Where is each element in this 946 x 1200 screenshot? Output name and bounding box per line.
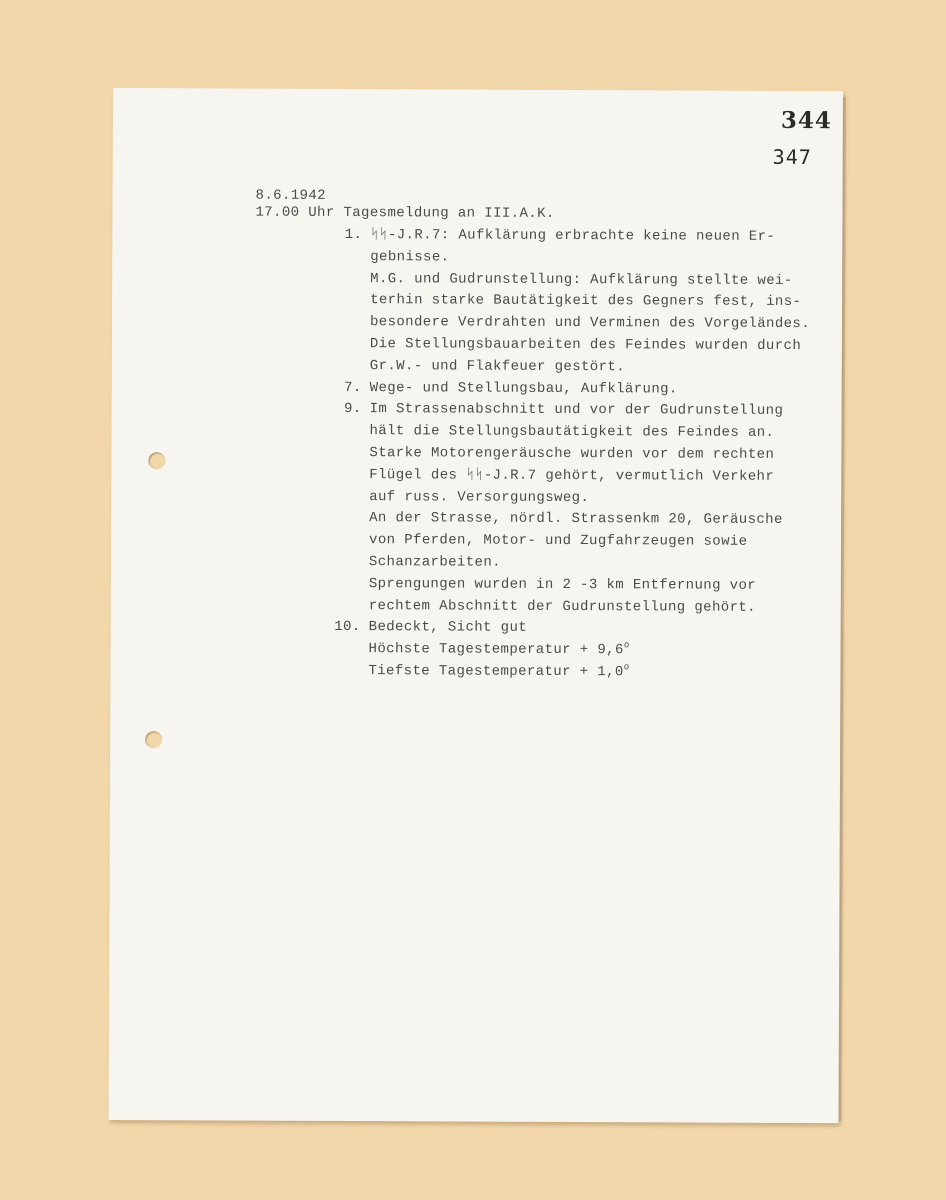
item-line: Schanzarbeiten. [368,554,501,571]
stamped-page-number: 344 [780,106,832,135]
item-line: Höchste Tagestemperatur + $9,6^o$ [368,640,630,659]
degree-mark: o [623,640,630,651]
document-page [108,88,842,1123]
item-number: 10. [334,619,361,636]
degree-mark: o [623,662,630,673]
item-line: M.G. und Gudrunstellung: Aufklärung stellte wei- [370,270,793,289]
item-number: 1. [344,227,363,244]
item-line: Bedeckt, Sicht gut [368,619,528,637]
item-line: terhin starke Bautätigkeit des Gegners fest, ins- [370,292,802,311]
item-line: ᛋᛋ-J.R.7: Aufklärung erbrachte keine neuen Er- [370,227,776,245]
item-line: auf russ. Versorgungsweg. [369,488,590,506]
item-line: Sprengungen wurden in 2 -3 km Entfernung vor [368,575,757,594]
item-number: 9. [343,401,362,418]
item-line: Starke Motorengeräusche wurden vor dem rechten [369,445,775,463]
report-date: 8.6.1942 [255,187,326,204]
item-line: besondere Verdrahten und Verminen des Vorgeländes. [369,314,811,333]
item-number: 7. [344,379,362,396]
report-time-heading: 17.00 Uhr Tagesmeldung an III.A.K. [255,204,555,222]
item-line: rechtem Abschnitt der Gudrunstellung gehört. [368,597,757,616]
punch-hole-top [148,452,165,469]
item-line: Die Stellungsbauarbeiten des Feindes wurden durch [369,336,802,355]
item-line: Gr.W.- und Flakfeuer gestört. [369,357,626,376]
item-line: Flügel des ᛋᛋ-J.R.7 gehört, vermutlich Verkehr [369,466,775,485]
item-line: von Pferden, Motor- und Zugfahrzeugen sowie [368,532,748,550]
punch-hole-bottom [145,731,162,748]
item-line: An der Strasse, nördl. Strassenkm 20, Geräusche [369,510,783,529]
item-line: Im Strassenabschnitt und vor der Gudrunstellung [369,401,784,420]
item-line: Wege- und Stellungsbau, Aufklärung. [369,379,678,398]
item-line: gebnisse. [370,248,450,266]
item-line: hält die Stellungsbautätigkeit des Feindes an. [369,423,775,442]
handwritten-page-number: 347 [772,144,812,170]
item-line: Tiefste Tagestemperatur + $1,0^o$ [368,662,630,681]
